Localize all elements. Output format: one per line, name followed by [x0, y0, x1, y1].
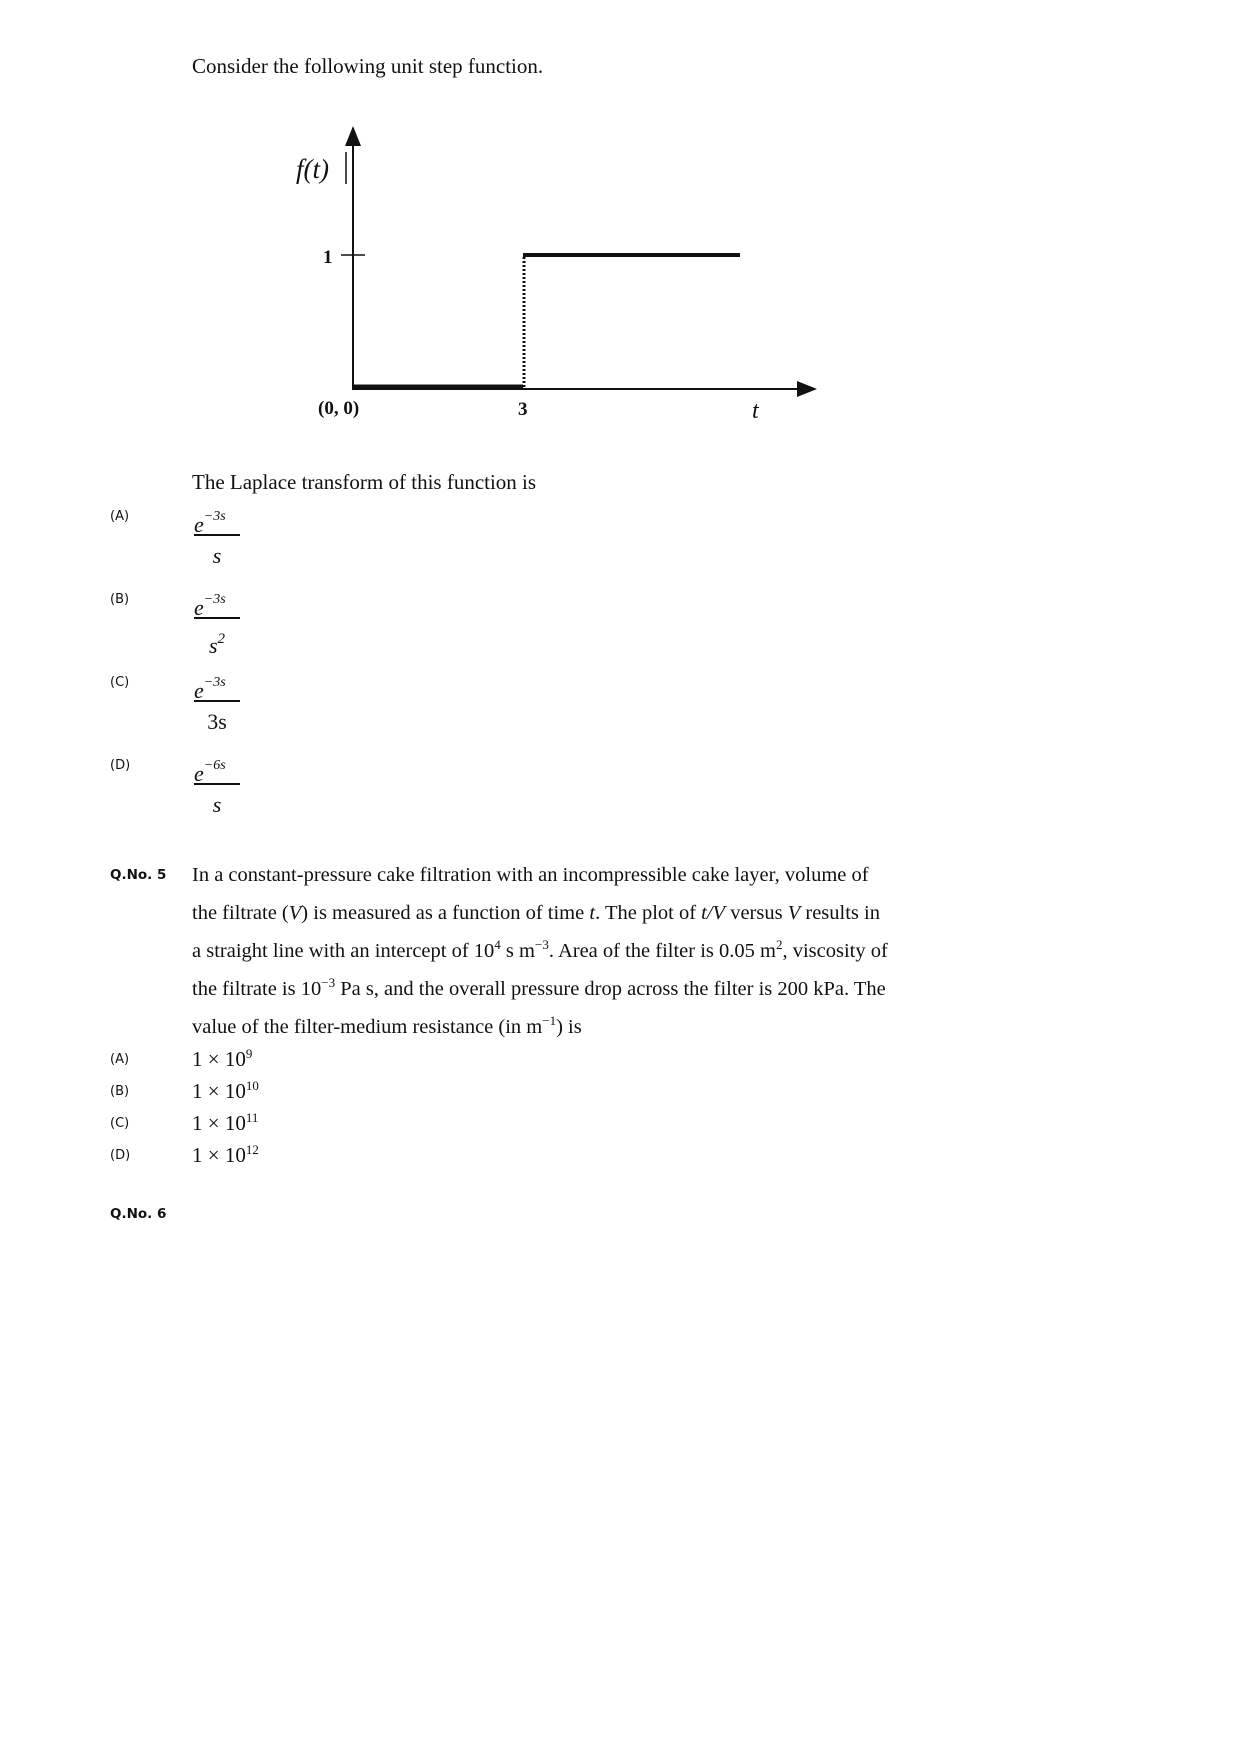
option-c-fraction: $e^{-3s}$ 3s	[192, 666, 242, 738]
option-b-fraction: $e^{-3s}$ $s^2$	[192, 583, 242, 655]
y-tick-label: 1	[323, 247, 333, 268]
question-5-text: In a constant-pressure cake filtration with an incompressible cake layer, volume of the filtrate (V) is measured as a function of time t. The plot of t/V versus V results in a straight line with an intercept of $10^4$ s $m^{-3}$. Area of the filter is 0.05 $m^2$, viscosity of the filtrate is $10^{-3}$ Pa s, and the overall pressure drop across the filter is 200 kPa. The value of the filter-medium resistance (in $m^{-1}$) is	[192, 864, 888, 1038]
option-d-label: (D)	[110, 758, 131, 773]
option-c-label: (C)	[110, 675, 130, 690]
option-d-fraction: $e^{-6s}$ s	[192, 749, 242, 821]
x-tick-label: 3	[518, 399, 528, 420]
q5-option-b: $1 \times 10^{10}$	[192, 1078, 259, 1103]
x-axis-label: t	[752, 398, 759, 424]
q5-option-a: $1 \times 10^9$	[192, 1046, 253, 1071]
question-intro: Consider the following unit step function.	[192, 54, 544, 78]
q5-option-b-label: (B)	[110, 1084, 130, 1099]
question-number-5: Q.No. 5	[110, 867, 167, 883]
option-b-label: (B)	[110, 592, 130, 607]
option-a-fraction: $e^{-3s}$ s	[192, 500, 242, 572]
question-lead: The Laplace transform of this function is	[192, 470, 537, 494]
origin-label: (0, 0)	[318, 398, 360, 419]
unit-step-figure	[0, 0, 1240, 460]
y-axis-label: f(t)	[296, 154, 329, 184]
q5-option-c: $1 \times 10^{11}$	[192, 1110, 259, 1135]
q5-option-d-label: (D)	[110, 1148, 131, 1163]
option-a-label: (A)	[110, 509, 130, 524]
q5-option-c-label: (C)	[110, 1116, 130, 1131]
question-number-6: Q.No. 6	[110, 1206, 167, 1222]
q5-option-d: $1 \times 10^{12}$	[192, 1142, 259, 1167]
q5-option-a-label: (A)	[110, 1052, 130, 1067]
